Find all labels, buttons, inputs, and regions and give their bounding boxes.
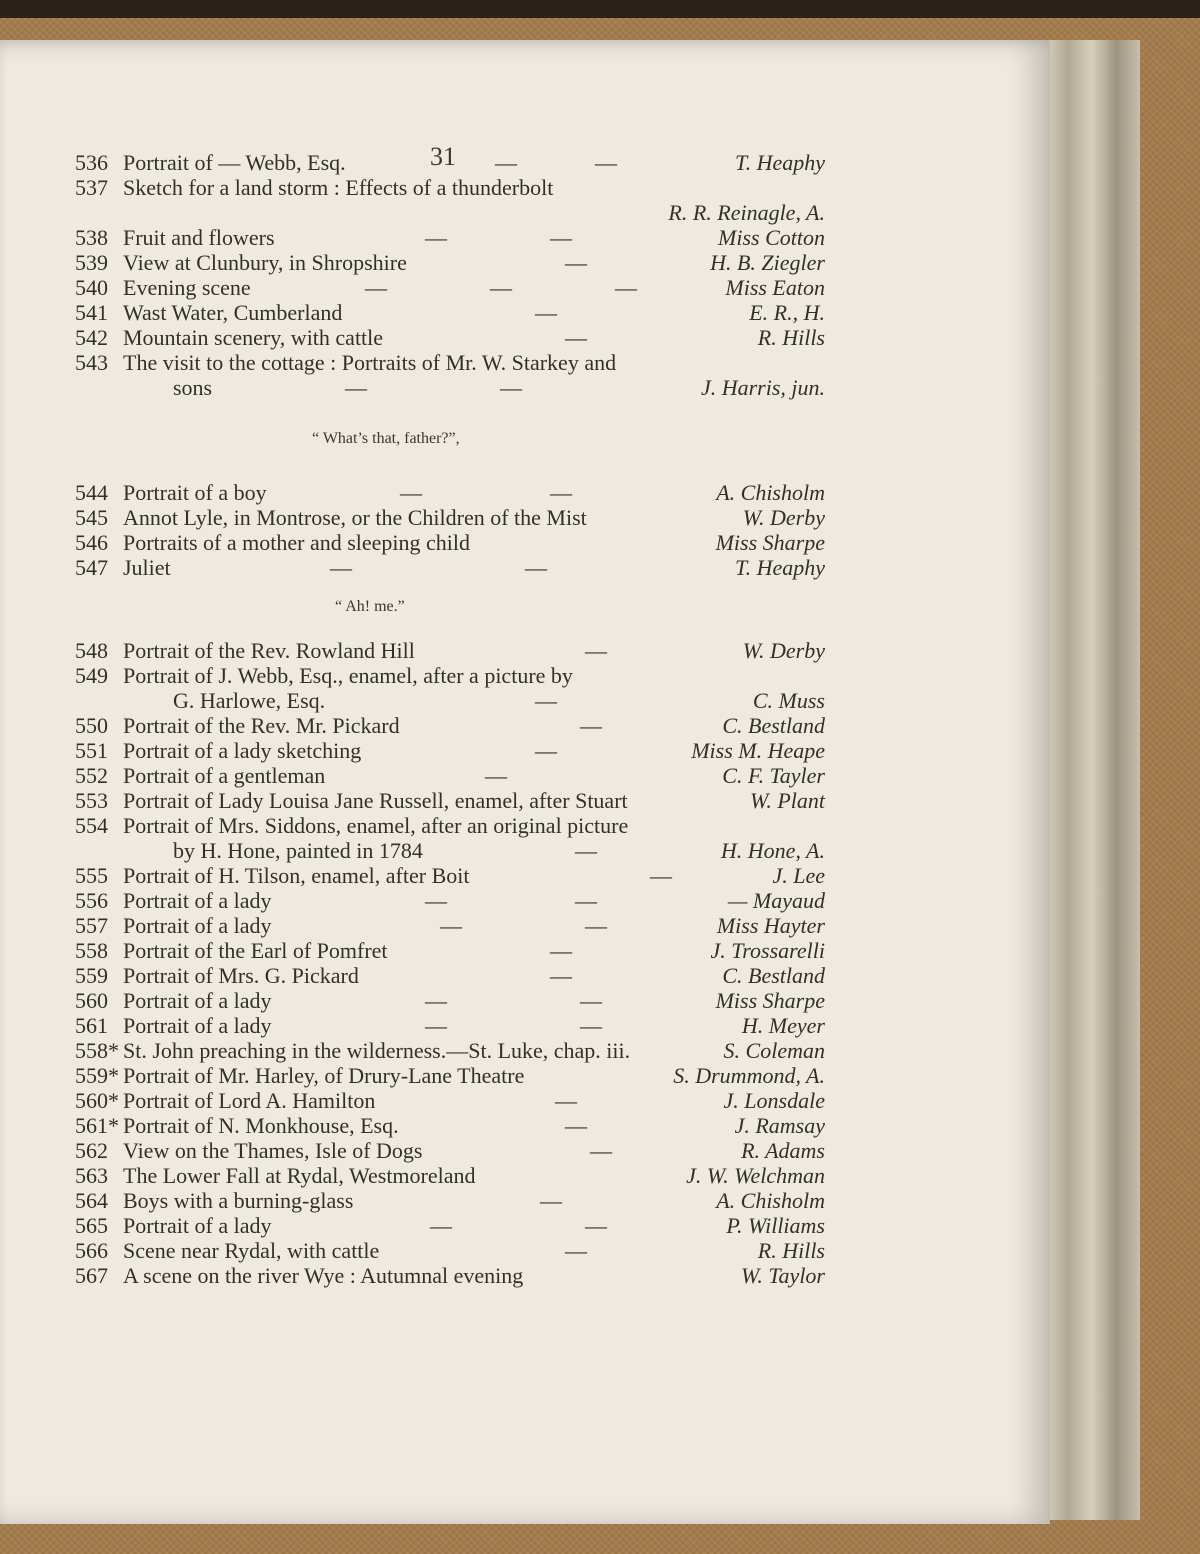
entry-number: 538 bbox=[75, 225, 108, 250]
entry-title: Portrait of the Rev. Mr. Pickard bbox=[123, 713, 400, 738]
entry-title: Portrait of a lady bbox=[123, 988, 272, 1013]
entry-title: View on the Thames, Isle of Dogs bbox=[123, 1138, 423, 1163]
entry-dash: — bbox=[585, 638, 607, 663]
catalogue-entry bbox=[75, 913, 835, 939]
catalogue-entry bbox=[75, 225, 835, 251]
entry-number: 560 bbox=[75, 988, 108, 1013]
entry-artist: W. Plant bbox=[750, 788, 825, 813]
entry-number: 564 bbox=[75, 1188, 108, 1213]
entry-dash: — bbox=[400, 480, 422, 505]
entry-number: 544 bbox=[75, 480, 108, 505]
entry-artist: R. R. Reinagle, A. bbox=[668, 200, 825, 225]
catalogue-entry bbox=[75, 938, 835, 964]
entry-dash: — bbox=[425, 1013, 447, 1038]
catalogue-entry bbox=[75, 555, 835, 581]
entry-artist: Miss Sharpe bbox=[715, 530, 825, 555]
catalogue-entry bbox=[75, 638, 835, 664]
entry-number: 558* bbox=[75, 1038, 119, 1063]
entry-artist: T. Heaphy bbox=[734, 150, 825, 175]
entry-title: Portrait of a lady bbox=[123, 1213, 272, 1238]
entry-number: 559* bbox=[75, 1063, 119, 1088]
entry-artist: J. W. Welchman bbox=[686, 1163, 825, 1188]
catalogue-entry bbox=[75, 325, 835, 351]
entry-title: Portrait of the Earl of Pomfret bbox=[123, 938, 388, 963]
entry-dash: — bbox=[550, 963, 572, 988]
entry-dash: — bbox=[580, 713, 602, 738]
entry-number: 547 bbox=[75, 555, 108, 580]
catalogue-entry bbox=[75, 838, 835, 864]
entry-dash: — bbox=[580, 1013, 602, 1038]
entry-number: 559 bbox=[75, 963, 108, 988]
catalogue-entry bbox=[75, 763, 835, 789]
entry-dash: — bbox=[345, 375, 367, 400]
catalogue-entry bbox=[75, 788, 835, 814]
entry-artist: J. Trossarelli bbox=[710, 938, 825, 963]
entry-title: Portrait of Mrs. G. Pickard bbox=[123, 963, 359, 988]
entry-dash: — bbox=[500, 375, 522, 400]
entry-number: 540 bbox=[75, 275, 108, 300]
quote-ah-me: “ Ah! me.” bbox=[335, 598, 405, 615]
entry-dash: — bbox=[550, 225, 572, 250]
entry-dash: — bbox=[535, 738, 557, 763]
catalogue-entry bbox=[75, 480, 835, 506]
catalogue-entry bbox=[75, 1263, 835, 1289]
entry-dash: — bbox=[485, 763, 507, 788]
catalogue-entry bbox=[75, 663, 835, 689]
entry-dash: — bbox=[535, 300, 557, 325]
entry-title: by H. Hone, painted in 1784 bbox=[173, 838, 423, 863]
entry-number: 549 bbox=[75, 663, 108, 688]
entry-title: Portrait of the Rev. Rowland Hill bbox=[123, 638, 415, 663]
catalogue-entry bbox=[75, 688, 835, 714]
catalogue-entry bbox=[75, 1138, 835, 1164]
entry-number: 548 bbox=[75, 638, 108, 663]
catalogue-entry bbox=[75, 275, 835, 301]
entry-title: Portrait of Mr. Harley, of Drury-Lane Theatre bbox=[123, 1063, 525, 1088]
catalogue-entry bbox=[75, 350, 835, 376]
entry-dash: — bbox=[595, 150, 617, 175]
entry-number: 537 bbox=[75, 175, 108, 200]
entry-artist: C. F. Tayler bbox=[722, 763, 825, 788]
entry-artist: S. Drummond, A. bbox=[673, 1063, 825, 1088]
entry-title: Portrait of Lord A. Hamilton bbox=[123, 1088, 376, 1113]
entry-artist: E. R., H. bbox=[749, 300, 825, 325]
entry-title: Portrait of a lady bbox=[123, 888, 272, 913]
entry-artist: W. Derby bbox=[742, 638, 825, 663]
entry-number: 550 bbox=[75, 713, 108, 738]
entry-number: 567 bbox=[75, 1263, 108, 1288]
entry-artist: C. Bestland bbox=[722, 713, 825, 738]
entry-dash: — bbox=[575, 838, 597, 863]
entry-artist: J. Lonsdale bbox=[723, 1088, 825, 1113]
quote-whats-that-father: “ What’s that, father?”, bbox=[312, 430, 460, 447]
entry-title: Portrait of J. Webb, Esq., enamel, after a picture by bbox=[123, 663, 573, 688]
entry-artist: J. Harris, jun. bbox=[700, 375, 825, 400]
catalogue-entry bbox=[75, 505, 835, 531]
entry-title: Portrait of H. Tilson, enamel, after Boit bbox=[123, 863, 470, 888]
entry-artist: Miss Eaton bbox=[725, 275, 825, 300]
entry-dash: — bbox=[565, 250, 587, 275]
entry-artist: H. Hone, A. bbox=[720, 838, 825, 863]
entry-title: Portrait of a lady bbox=[123, 913, 272, 938]
entry-dash: — bbox=[495, 150, 517, 175]
catalogue-entry bbox=[75, 863, 835, 889]
catalogue-entry bbox=[75, 1213, 835, 1239]
entry-dash: — bbox=[565, 1238, 587, 1263]
entry-number: 563 bbox=[75, 1163, 108, 1188]
entry-title: View at Clunbury, in Shropshire bbox=[123, 250, 407, 275]
catalogue-entry bbox=[75, 963, 835, 989]
entry-number: 536 bbox=[75, 150, 108, 175]
entry-dash: — bbox=[540, 1188, 562, 1213]
entry-title: Portrait of a boy bbox=[123, 480, 267, 505]
entry-dash: — bbox=[425, 988, 447, 1013]
catalogue-entry bbox=[75, 1188, 835, 1214]
entry-dash: — bbox=[575, 888, 597, 913]
entry-dash: — bbox=[425, 888, 447, 913]
entry-dash: — bbox=[525, 555, 547, 580]
entry-number: 565 bbox=[75, 1213, 108, 1238]
entry-number: 558 bbox=[75, 938, 108, 963]
entry-title: Boys with a burning-glass bbox=[123, 1188, 354, 1213]
entry-title: Evening scene bbox=[123, 275, 251, 300]
entry-artist: C. Bestland bbox=[722, 963, 825, 988]
entry-title: Portrait of a gentleman bbox=[123, 763, 326, 788]
entry-artist: C. Muss bbox=[752, 688, 825, 713]
entry-title: The visit to the cottage : Portraits of Mr. W. Starkey and bbox=[123, 350, 617, 375]
catalogue-entry bbox=[75, 1013, 835, 1039]
entry-number: 557 bbox=[75, 913, 108, 938]
entry-dash: — bbox=[585, 1213, 607, 1238]
entry-artist: W. Taylor bbox=[741, 1263, 825, 1288]
entry-dash: — bbox=[615, 275, 637, 300]
entry-artist: Miss Cotton bbox=[718, 225, 825, 250]
entry-title: Scene near Rydal, with cattle bbox=[123, 1238, 380, 1263]
entry-dash: — bbox=[440, 913, 462, 938]
entry-dash: — bbox=[425, 225, 447, 250]
entry-title: Portrait of N. Monkhouse, Esq. bbox=[123, 1113, 399, 1138]
catalogue-entry bbox=[75, 738, 835, 764]
entry-artist: Miss M. Heape bbox=[691, 738, 825, 763]
entry-number: 545 bbox=[75, 505, 108, 530]
entry-number: 560* bbox=[75, 1088, 119, 1113]
entry-artist: P. Williams bbox=[726, 1213, 825, 1238]
entry-artist: J. Lee bbox=[772, 863, 825, 888]
entry-artist: Miss Sharpe bbox=[715, 988, 825, 1013]
entry-number: 539 bbox=[75, 250, 108, 275]
entry-artist: R. Adams bbox=[741, 1138, 825, 1163]
catalogue-entry bbox=[75, 988, 835, 1014]
entry-number: 561* bbox=[75, 1113, 119, 1138]
entry-artist: A. Chisholm bbox=[716, 480, 825, 505]
entry-dash: — bbox=[565, 1113, 587, 1138]
catalogue-entry bbox=[75, 888, 835, 914]
entry-artist: H. Meyer bbox=[741, 1013, 825, 1038]
entry-number: 551 bbox=[75, 738, 108, 763]
entry-title: G. Harlowe, Esq. bbox=[173, 688, 326, 713]
entry-number: 562 bbox=[75, 1138, 108, 1163]
entry-dash: — bbox=[565, 325, 587, 350]
entry-title: Portraits of a mother and sleeping child bbox=[123, 530, 471, 555]
entry-dash: — bbox=[580, 988, 602, 1013]
entry-dash: — bbox=[550, 480, 572, 505]
entry-title: Portrait of — Webb, Esq. bbox=[123, 150, 346, 175]
entry-title: Juliet bbox=[123, 555, 171, 580]
catalogue-entry bbox=[75, 375, 835, 401]
entry-number: 552 bbox=[75, 763, 108, 788]
entry-artist: W. Derby bbox=[742, 505, 825, 530]
catalogue-entry bbox=[75, 1038, 835, 1064]
catalogue-entry bbox=[75, 1163, 835, 1189]
entry-dash: — bbox=[555, 1088, 577, 1113]
entry-number: 543 bbox=[75, 350, 108, 375]
entry-title: Portrait of a lady bbox=[123, 1013, 272, 1038]
entry-title: Annot Lyle, in Montrose, or the Children of the Mist bbox=[123, 505, 587, 530]
entry-artist: T. Heaphy bbox=[734, 555, 825, 580]
entry-title: Wast Water, Cumberland bbox=[123, 300, 343, 325]
catalogue-entry bbox=[75, 1063, 835, 1089]
entry-dash: — bbox=[650, 863, 672, 888]
entry-artist: R. Hills bbox=[757, 325, 825, 350]
entry-title: Portrait of a lady sketching bbox=[123, 738, 362, 763]
entry-number: 555 bbox=[75, 863, 108, 888]
entry-number: 541 bbox=[75, 300, 108, 325]
catalogue-entry bbox=[75, 813, 835, 839]
catalogue-entry bbox=[75, 150, 835, 176]
entry-number: 556 bbox=[75, 888, 108, 913]
catalogue-entry bbox=[75, 250, 835, 276]
entry-title: A scene on the river Wye : Autumnal evening bbox=[123, 1263, 524, 1288]
entry-title: Fruit and flowers bbox=[123, 225, 275, 250]
catalogue-entry bbox=[75, 1088, 835, 1114]
entry-title: Portrait of Mrs. Siddons, enamel, after an original picture bbox=[123, 813, 629, 838]
entry-dash: — bbox=[490, 275, 512, 300]
catalogue-entry bbox=[75, 175, 835, 201]
entry-number: 546 bbox=[75, 530, 108, 555]
entry-artist: Miss Hayter bbox=[716, 913, 825, 938]
entry-number: 561 bbox=[75, 1013, 108, 1038]
entry-dash: — bbox=[590, 1138, 612, 1163]
entry-title: The Lower Fall at Rydal, Westmoreland bbox=[123, 1163, 476, 1188]
catalogue-entry bbox=[75, 530, 835, 556]
catalogue-entry bbox=[75, 200, 835, 226]
entry-number: 542 bbox=[75, 325, 108, 350]
entry-title: sons bbox=[173, 375, 213, 400]
entry-title: Sketch for a land storm : Effects of a thunderbolt bbox=[123, 175, 554, 200]
page-number: 31 bbox=[430, 142, 456, 171]
entry-title: St. John preaching in the wilderness.—St. Luke, chap. iii. bbox=[123, 1038, 631, 1063]
entry-artist: S. Coleman bbox=[723, 1038, 825, 1063]
entry-title: Mountain scenery, with cattle bbox=[123, 325, 384, 350]
entry-dash: — bbox=[550, 938, 572, 963]
catalogue-entry bbox=[75, 300, 835, 326]
entry-dash: — bbox=[330, 555, 352, 580]
entry-dash: — bbox=[430, 1213, 452, 1238]
entry-artist: — Mayaud bbox=[727, 888, 825, 913]
entry-dash: — bbox=[585, 913, 607, 938]
entry-dash: — bbox=[535, 688, 557, 713]
entry-dash: — bbox=[365, 275, 387, 300]
entry-number: 566 bbox=[75, 1238, 108, 1263]
book-page bbox=[0, 40, 1050, 1524]
entry-artist: A. Chisholm bbox=[716, 1188, 825, 1213]
entry-artist: J. Ramsay bbox=[734, 1113, 825, 1138]
entry-artist: R. Hills bbox=[757, 1238, 825, 1263]
catalogue-entry bbox=[75, 713, 835, 739]
catalogue-entry bbox=[75, 1238, 835, 1264]
entry-artist: H. B. Ziegler bbox=[710, 250, 825, 275]
entry-title: Portrait of Lady Louisa Jane Russell, enamel, after Stuart bbox=[123, 788, 628, 813]
entry-number: 553 bbox=[75, 788, 108, 813]
catalogue-entry bbox=[75, 1113, 835, 1139]
entry-number: 554 bbox=[75, 813, 108, 838]
